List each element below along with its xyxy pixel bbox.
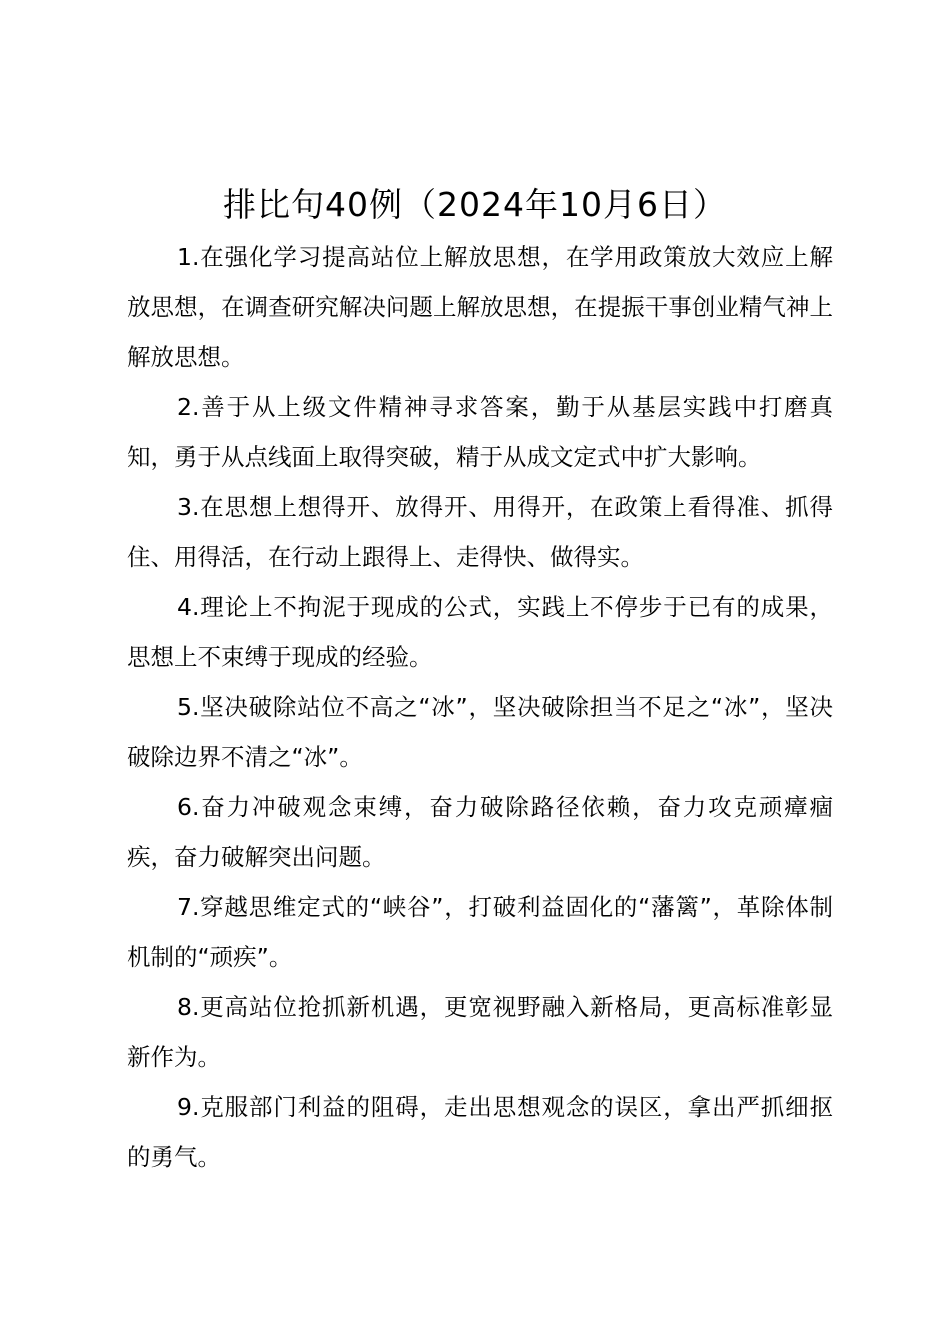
paragraph-1: 1.在强化学习提高站位上解放思想，在学用政策放大效应上解放思想，在调查研究解决问题上解放思想，在提振干事创业精气神上解放思想。 — [127, 243, 833, 371]
document-body — [127, 232, 833, 1182]
paragraph-6: 6.奋力冲破观念束缚，奋力破除路径依赖，奋力攻克顽瘴痼疾，奋力破解突出问题。 — [127, 793, 833, 871]
paragraph-4: 4.理论上不拘泥于现成的公式，实践上不停步于已有的成果，思想上不束缚于现成的经验。 — [127, 593, 833, 671]
paragraph-7: 7.穿越思维定式的“峡谷”，打破利益固化的“藩篱”，革除体制机制的“顽疾”。 — [127, 893, 833, 971]
paragraph-3: 3.在思想上想得开、放得开、用得开，在政策上看得准、抓得住、用得活，在行动上跟得上、走得快、做得实。 — [127, 493, 833, 571]
paragraph-5: 5.坚决破除站位不高之“冰”，坚决破除担当不足之“冰”，坚决破除边界不清之“冰”。 — [127, 693, 833, 771]
document-title: 排比句40例（2024年10月6日） — [223, 185, 727, 224]
paragraph-9: 9.克服部门利益的阻碍，走出思想观念的误区，拿出严抓细抠的勇气。 — [127, 1093, 833, 1171]
paragraph-2: 2.善于从上级文件精神寻求答案，勤于从基层实践中打磨真知，勇于从点线面上取得突破，精于从成文定式中扩大影响。 — [127, 393, 833, 471]
paragraph-8: 8.更高站位抢抓新机遇，更宽视野融入新格局，更高标准彰显新作为。 — [127, 993, 833, 1071]
